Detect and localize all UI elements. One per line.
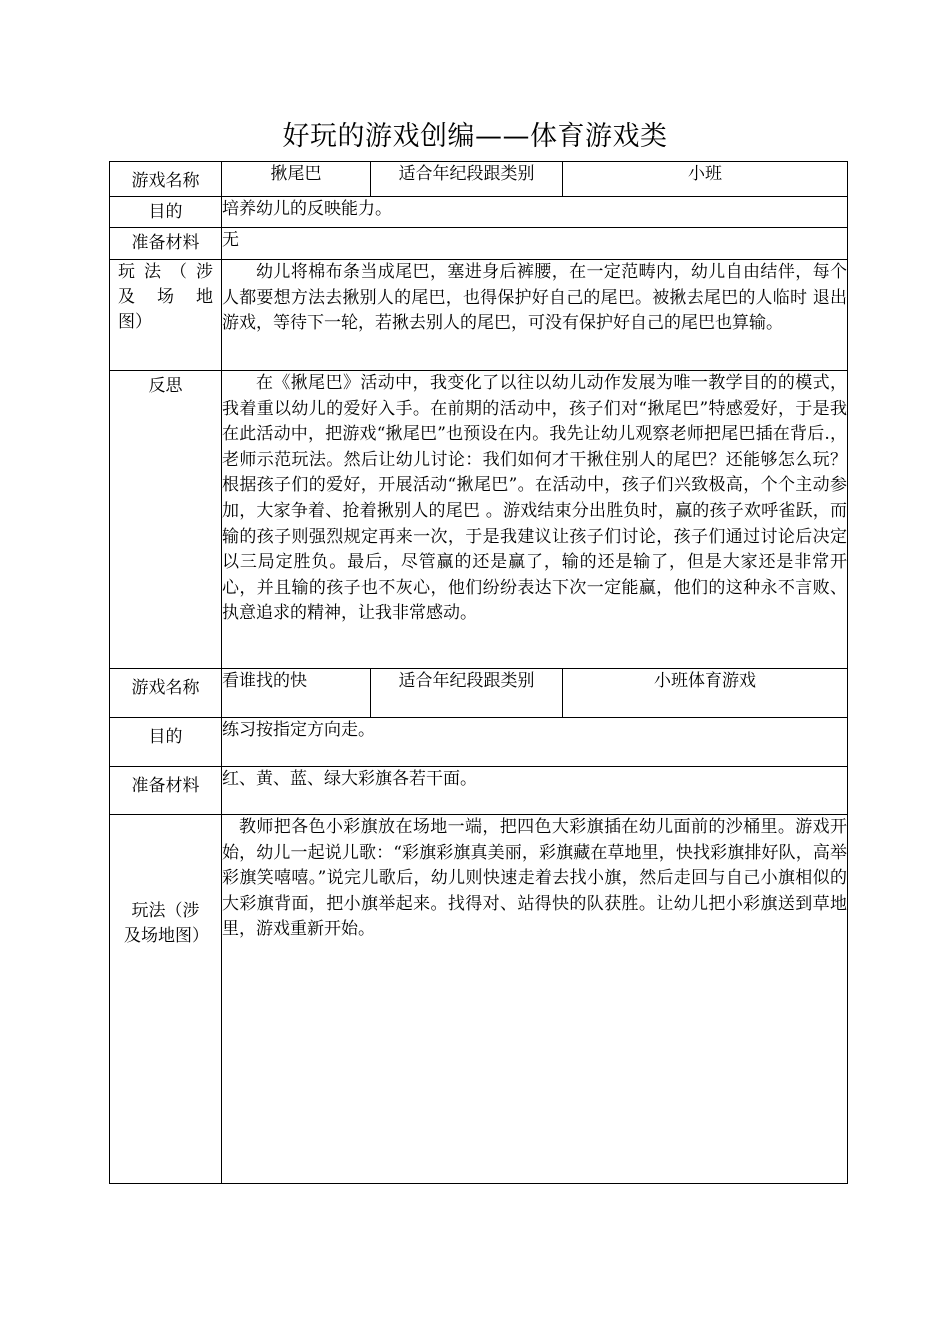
label-play-2 bbox=[110, 815, 222, 1184]
table-row bbox=[110, 162, 848, 197]
game2-name: 看谁找的快 bbox=[222, 669, 371, 718]
game1-reflection: 在《揪尾巴》活动中，我变化了以往以幼儿动作发展为唯一教学目的的模式，我着重以幼儿的爱好入手。在前期的活动中，孩子们对“揪尾巴”特感爱好，于是我在此活动中，把游戏“揪尾巴”也预设在内。我先让幼儿观察老师把尾巴插在背后.，老师示范玩法。然后让幼儿讨论：我们如何才干揪住别人的尾巴？还能够怎么玩？根据孩子们的爱好，开展活动“揪尾巴”。在活动中，孩子们兴致极高，个个主动参加，大家争着、抢着揪别人的尾巴 。游戏结束分出胜负时，赢的孩子欢呼雀跃，而输的孩子则强烈规定再来一次，于是我建议让孩子们讨论，孩子们通过讨论后决定以三局定胜负。最后，尽管赢的还是赢了，输的还是输了，但是大家还是非常开心，并且输的孩子也不灰心，他们纷纷表达下次一定能赢，他们的这种永不言败、执意追求的精神，让我非常感动。 bbox=[222, 371, 848, 669]
label-materials-2: 准备材料 bbox=[110, 767, 222, 815]
game2-goal: 练习按指定方向走。 bbox=[222, 718, 848, 767]
table-row bbox=[110, 197, 848, 228]
game1-age-group: 小班 bbox=[563, 162, 848, 197]
table-row bbox=[110, 228, 848, 260]
label-game-name: 游戏名称 bbox=[110, 162, 222, 197]
game-table bbox=[109, 161, 848, 1184]
table-row bbox=[110, 669, 848, 718]
label-game-name-2: 游戏名称 bbox=[110, 669, 222, 718]
label-reflection: 反思 bbox=[110, 371, 222, 669]
game2-play: 教师把各色小彩旗放在场地一端，把四色大彩旗插在幼儿面前的沙桶里。游戏开始，幼儿一起说儿歌：“彩旗彩旗真美丽，彩旗藏在草地里，快找彩旗排好队，高举彩旗笑嘻嘻。”说完儿歌后，幼儿则快速走着去找小旗，然后走回与自己小旗相似的大彩旗背面，把小旗举起来。找得对、站得快的队获胜。让幼儿把小彩旗送到草地里，游戏重新开始。 bbox=[222, 815, 848, 1184]
table-row bbox=[110, 815, 848, 1184]
label-goal-2: 目的 bbox=[110, 718, 222, 767]
game1-materials: 无 bbox=[222, 228, 848, 260]
game1-goal: 培养幼儿的反映能力。 bbox=[222, 197, 848, 228]
label-play-line3: 图） bbox=[118, 312, 152, 332]
label-age-group-2: 适合年纪段跟类别 bbox=[371, 669, 563, 718]
game1-name: 揪尾巴 bbox=[222, 162, 371, 197]
label-materials: 准备材料 bbox=[110, 228, 222, 260]
label-age-group: 适合年纪段跟类别 bbox=[371, 162, 563, 197]
game2-materials: 红、黄、蓝、绿大彩旗各若干面。 bbox=[222, 767, 848, 815]
table-row bbox=[110, 718, 848, 767]
table-row bbox=[110, 260, 848, 371]
table-row bbox=[110, 767, 848, 815]
table-row bbox=[110, 371, 848, 669]
label-play-line1: 玩 法 （ 涉 bbox=[118, 262, 213, 282]
label-play-2-text: 玩法（涉及场地图） bbox=[124, 901, 209, 946]
game2-age-group: 小班体育游戏 bbox=[563, 669, 848, 718]
label-play-line2: 及 场 地 bbox=[118, 287, 213, 307]
label-goal: 目的 bbox=[110, 197, 222, 228]
label-play bbox=[110, 260, 222, 371]
page-title: 好玩的游戏创编——体育游戏类 bbox=[282, 121, 668, 152]
game1-play: 幼儿将棉布条当成尾巴，塞进身后裤腰，在一定范畴内，幼儿自由结伴，每个人都要想方法去揪别人的尾巴，也得保护好自己的尾巴。被揪去尾巴的人临时 退出游戏，等待下一轮，若揪去别人的尾巴，可没有保护好自己的尾巴也算输。 bbox=[222, 260, 848, 371]
